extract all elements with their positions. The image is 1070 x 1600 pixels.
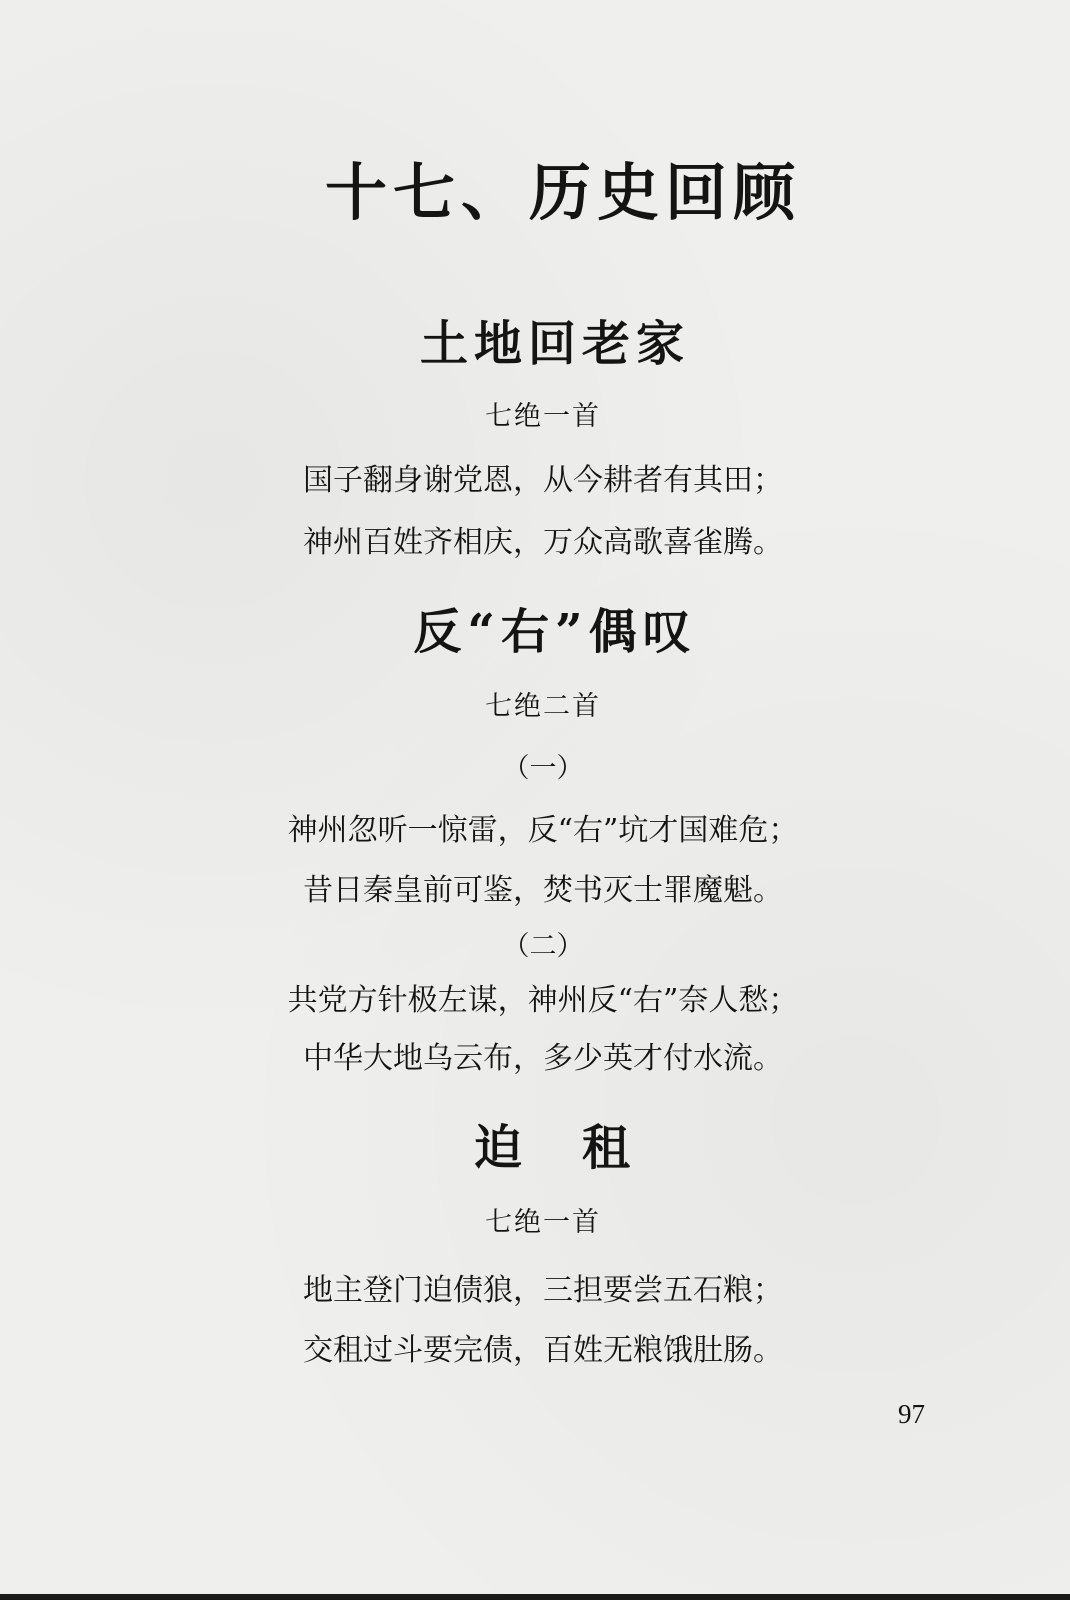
verse-line: 交租过斗要完债，百姓无粮饿肚肠。 bbox=[303, 1333, 783, 1368]
verse-line: 神州忽听一惊雷，反“右”坑才国难危； bbox=[287, 813, 799, 848]
verse-line: 神州百姓齐相庆，万众高歌喜雀腾。 bbox=[303, 525, 783, 560]
page-number: 97 bbox=[898, 1399, 925, 1429]
poem-title-1: 土地回老家 bbox=[419, 316, 690, 372]
poem-form-1: 七绝一首 bbox=[485, 401, 601, 432]
verse-line: 国子翻身谢党恩，从今耕者有其田； bbox=[303, 463, 783, 498]
poem-form-3: 七绝一首 bbox=[485, 1207, 601, 1238]
poem-title-2: 反“右”偶叹 bbox=[413, 604, 697, 660]
verse-line: 中华大地乌云布，多少英才付水流。 bbox=[303, 1041, 783, 1076]
verse-line: 地主登门迫债狼，三担要尝五石粮； bbox=[303, 1273, 783, 1308]
poem-title-3: 迫 租 bbox=[473, 1120, 636, 1176]
poem-part-label-2: （二） bbox=[502, 931, 584, 962]
poem-form-2: 七绝二首 bbox=[485, 691, 601, 722]
verse-line: 共党方针极左谋，神州反“右”奈人愁； bbox=[287, 983, 799, 1018]
chapter-title: 十七、历史回顾 bbox=[324, 156, 801, 229]
poem-part-label-1: （一） bbox=[502, 753, 584, 784]
bottom-edge-line bbox=[0, 1594, 1070, 1600]
verse-line: 昔日秦皇前可鉴，焚书灭士罪魔魁。 bbox=[303, 873, 783, 908]
